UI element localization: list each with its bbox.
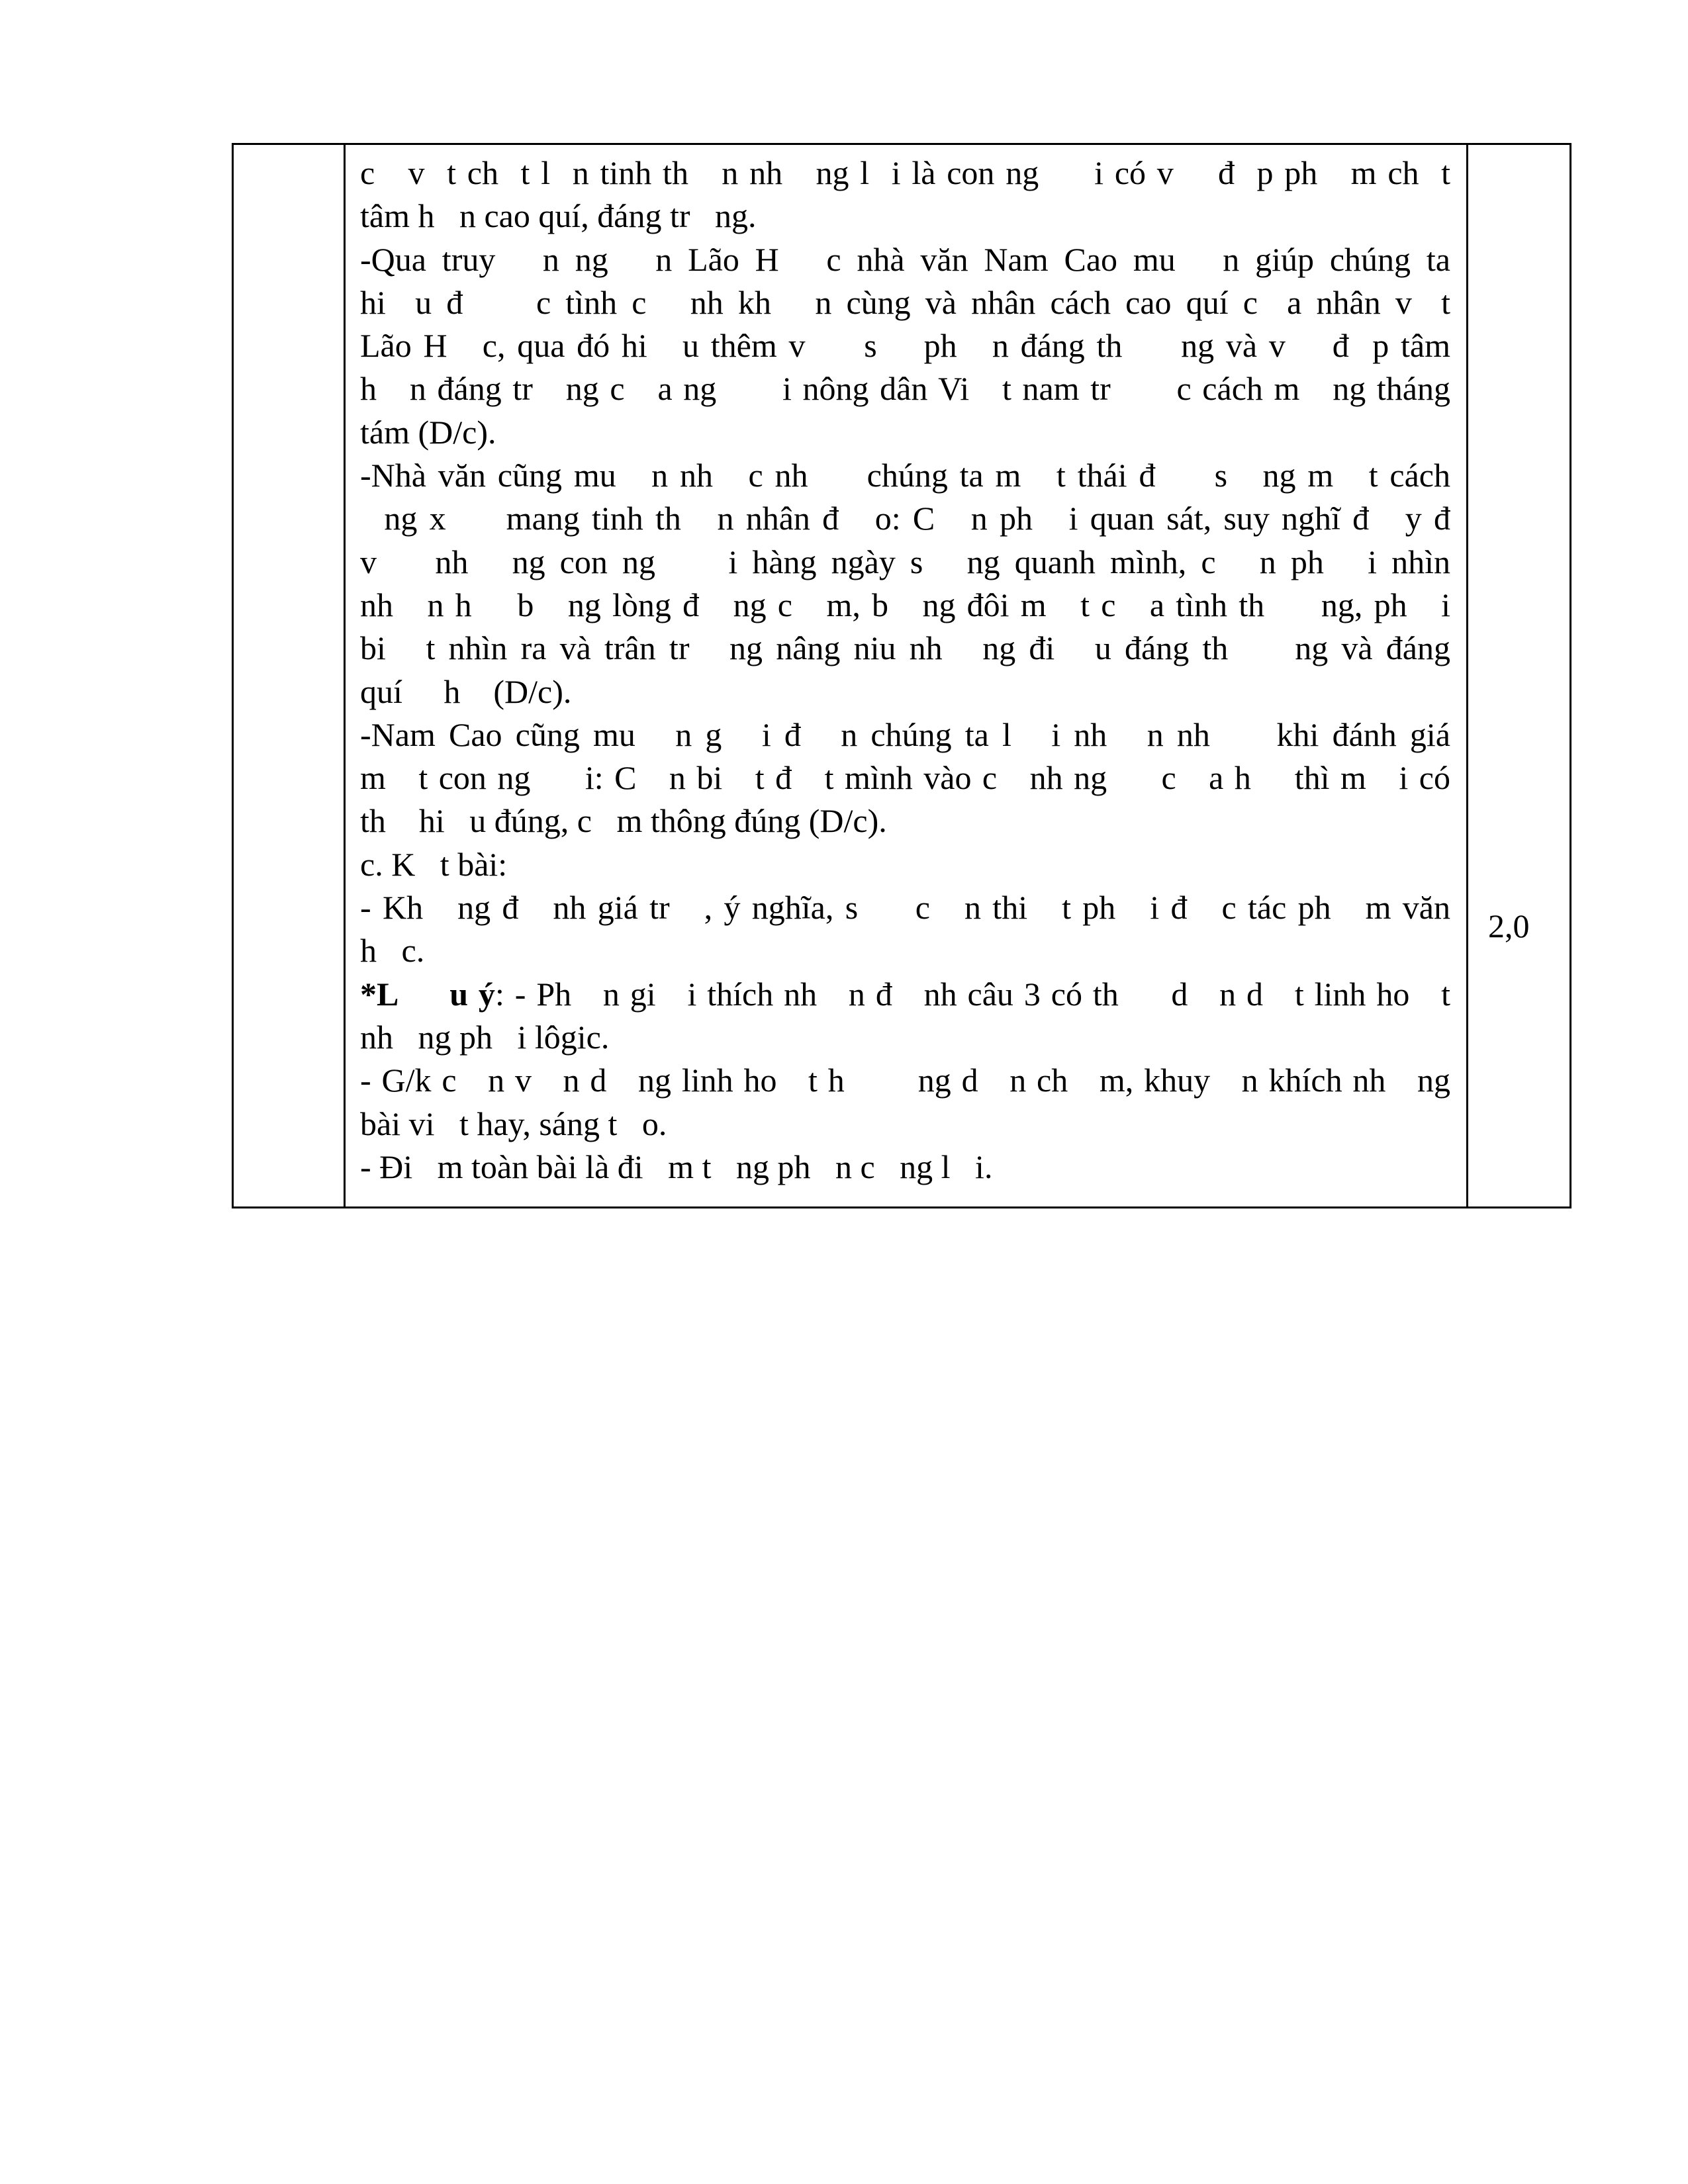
score-cell	[1468, 144, 1571, 1208]
answer-table	[232, 143, 1571, 1208]
content-cell	[345, 144, 1468, 1208]
note-text: : - Ph n gi i thích nh n đ nh câu 3 có th d n d t linh ho t	[494, 975, 1450, 1013]
text-line: tâm h n cao quí, đáng tr ng.	[360, 197, 757, 235]
score-value: 2,0	[1488, 907, 1530, 944]
text-line: - Kh ng đ nh giá tr , ý nghĩa, s c n thi t ph i đ c tác ph m văn	[360, 889, 1450, 927]
text-line: quí h (D/c).	[360, 672, 572, 710]
text-line: th hi u đúng, c m thông đúng (D/c).	[360, 802, 887, 840]
table-row	[233, 144, 1571, 1208]
text-line: - G/k c n v n d ng linh ho t h ng d n ch m, khuy n khích nh ng	[360, 1062, 1450, 1099]
text-line: m t con ng i: C n bi t đ t mình vào c nh ng c a h thì m i có	[360, 759, 1450, 797]
note-line	[360, 973, 1450, 1016]
section-heading: c. K t bài:	[360, 845, 508, 883]
text-line: -Qua truy n ng n Lão H c nhà văn Nam Cao mu n giúp chúng ta	[360, 240, 1450, 278]
text-line: -Nhà văn cũng mu n nh c nh chúng ta m t thái đ s ng m t cách	[360, 457, 1450, 494]
text-line: nh ng ph i lôgic.	[360, 1018, 610, 1056]
text-line: -Nam Cao cũng mu n g i đ n chúng ta l i nh n nh khi đánh giá	[360, 715, 1450, 753]
empty-left-cell	[233, 144, 345, 1208]
text-line: c v t ch t l n tinh th n nh ng l i là con ng i có v đ p ph m ch t	[360, 154, 1450, 191]
text-line: - Đi m toàn bài là đi m t ng ph n c ng l i.	[360, 1148, 993, 1185]
text-line: tám (D/c).	[360, 413, 496, 451]
text-line: h n đáng tr ng c a ng i nông dân Vi t nam tr c cách m ng tháng	[360, 370, 1450, 408]
text-line: h c.	[360, 932, 425, 970]
text-line: bài vi t hay, sáng t o.	[360, 1105, 667, 1142]
text-line: Lão H c, qua đó hi u thêm v s ph n đáng th ng và v đ p tâm	[360, 327, 1450, 365]
text-line: hi u đ c tình c nh kh n cùng và nhân cách cao quí c a nhân v t	[360, 283, 1450, 321]
note-label: *L u ý	[360, 975, 495, 1013]
text-line: nh n h b ng lòng đ ng c m, b ng đôi m t c a tình th ng, ph i	[360, 586, 1450, 623]
text-line: ng x mang tinh th n nhân đ o: C n ph i quan sát, suy nghĩ đ y đ	[360, 500, 1450, 537]
text-line: v nh ng con ng i hàng ngày s ng quanh mình, c n ph i nhìn	[360, 543, 1450, 580]
text-line: bi t nhìn ra và trân tr ng nâng niu nh ng đi u đáng th ng và đáng	[360, 629, 1450, 667]
